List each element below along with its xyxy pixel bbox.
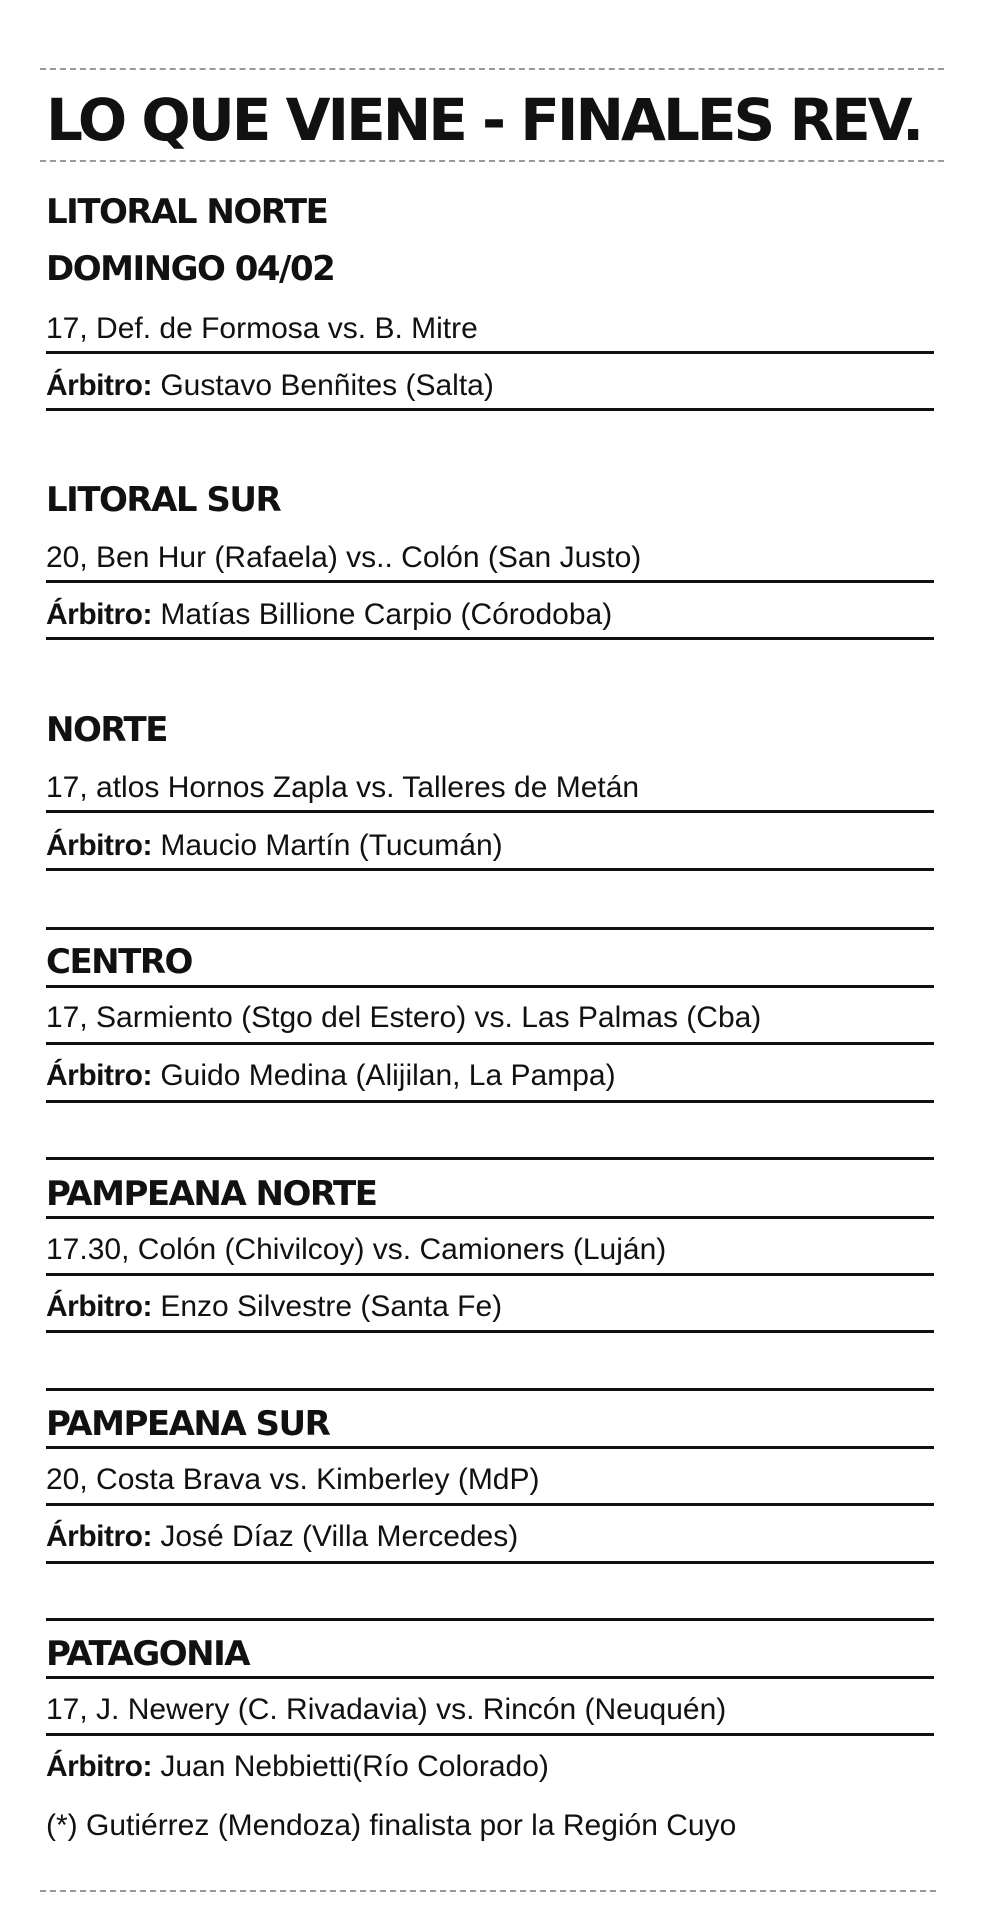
referee-name: José Díaz (Villa Mercedes) <box>160 1520 519 1553</box>
section-heading-centro: CENTRO <box>46 942 192 982</box>
row-rule <box>46 985 934 988</box>
match-line <box>46 768 934 808</box>
match-text: 17, Def. de Formosa vs. B. Mitre <box>46 312 478 345</box>
section-heading-pampeana-sur: PAMPEANA SUR <box>46 1404 330 1444</box>
referee-label: Árbitro: <box>46 598 152 631</box>
section-heading-pampeana-norte: PAMPEANA NORTE <box>46 1174 377 1214</box>
match-text: 17, J. Newery (C. Rivadavia) vs. Rincón (Neuquén) <box>46 1693 727 1726</box>
match-text: 20, Costa Brava vs. Kimberley (MdP) <box>46 1463 540 1496</box>
referee-line <box>46 826 934 866</box>
referee-label: Árbitro: <box>46 1520 152 1553</box>
row-rule <box>46 1100 934 1103</box>
referee-name: Matías Billione Carpio (Córodoba) <box>160 598 613 631</box>
match-line <box>46 309 934 349</box>
row-rule <box>46 351 934 354</box>
referee-label: Árbitro: <box>46 1290 152 1323</box>
match-text: 17, Sarmiento (Stgo del Estero) vs. Las Palmas (Cba) <box>46 1001 762 1034</box>
referee-line <box>46 1287 934 1327</box>
referee-line <box>46 595 934 635</box>
match-text: 20, Ben Hur (Rafaela) vs.. Colón (San Justo) <box>46 541 642 574</box>
row-rule <box>46 637 934 640</box>
match-line <box>46 1460 934 1500</box>
referee-line <box>46 1056 934 1096</box>
title-dashed-divider <box>40 160 944 162</box>
row-rule <box>46 580 934 583</box>
row-rule <box>46 1446 934 1449</box>
referee-name: Gustavo Benñites (Salta) <box>160 369 494 402</box>
row-rule <box>46 1216 934 1219</box>
referee-name: Maucio Martín (Tucumán) <box>160 829 503 862</box>
referee-line <box>46 1517 934 1557</box>
referee-label: Árbitro: <box>46 369 152 402</box>
section-heading-litoral-sur: LITORAL SUR <box>46 480 281 520</box>
section-heading-patagonia: PATAGONIA <box>46 1634 250 1674</box>
referee-label: Árbitro: <box>46 1750 152 1783</box>
bottom-dashed-divider <box>40 1890 936 1892</box>
referee-name: Enzo Silvestre (Santa Fe) <box>160 1290 503 1323</box>
date-heading: DOMINGO 04/02 <box>46 249 335 289</box>
footnote: (*) Gutiérrez (Mendoza) finalista por la Región Cuyo <box>46 1809 737 1842</box>
match-line <box>46 1690 934 1730</box>
row-rule <box>46 1561 934 1564</box>
row-rule <box>46 1157 934 1160</box>
referee-line <box>46 366 934 406</box>
referee-name: Guido Medina (Alijilan, La Pampa) <box>160 1059 616 1092</box>
row-rule <box>46 1503 934 1506</box>
row-rule <box>46 927 934 930</box>
match-text: 17, atlos Hornos Zapla vs. Talleres de Metán <box>46 771 640 804</box>
page-title: LO QUE VIENE - FINALES REV. <box>46 86 922 154</box>
row-rule <box>46 810 934 813</box>
top-dashed-divider <box>40 68 944 70</box>
match-line <box>46 1230 934 1270</box>
row-rule <box>46 1618 934 1621</box>
referee-label: Árbitro: <box>46 829 152 862</box>
match-text: 17.30, Colón (Chivilcoy) vs. Camioners (Luján) <box>46 1233 667 1266</box>
row-rule <box>46 1388 934 1391</box>
row-rule <box>46 1330 934 1333</box>
referee-line <box>46 1747 934 1787</box>
section-heading-norte: NORTE <box>46 710 167 750</box>
row-rule <box>46 1042 934 1045</box>
row-rule <box>46 868 934 871</box>
referee-label: Árbitro: <box>46 1059 152 1092</box>
row-rule <box>46 1676 934 1679</box>
section-heading-litoral-norte: LITORAL NORTE <box>46 192 328 232</box>
referee-name: Juan Nebbietti(Río Colorado) <box>160 1750 549 1783</box>
row-rule <box>46 408 934 411</box>
row-rule <box>46 1273 934 1276</box>
match-line <box>46 538 934 578</box>
row-rule <box>46 1733 934 1736</box>
match-line <box>46 998 934 1038</box>
